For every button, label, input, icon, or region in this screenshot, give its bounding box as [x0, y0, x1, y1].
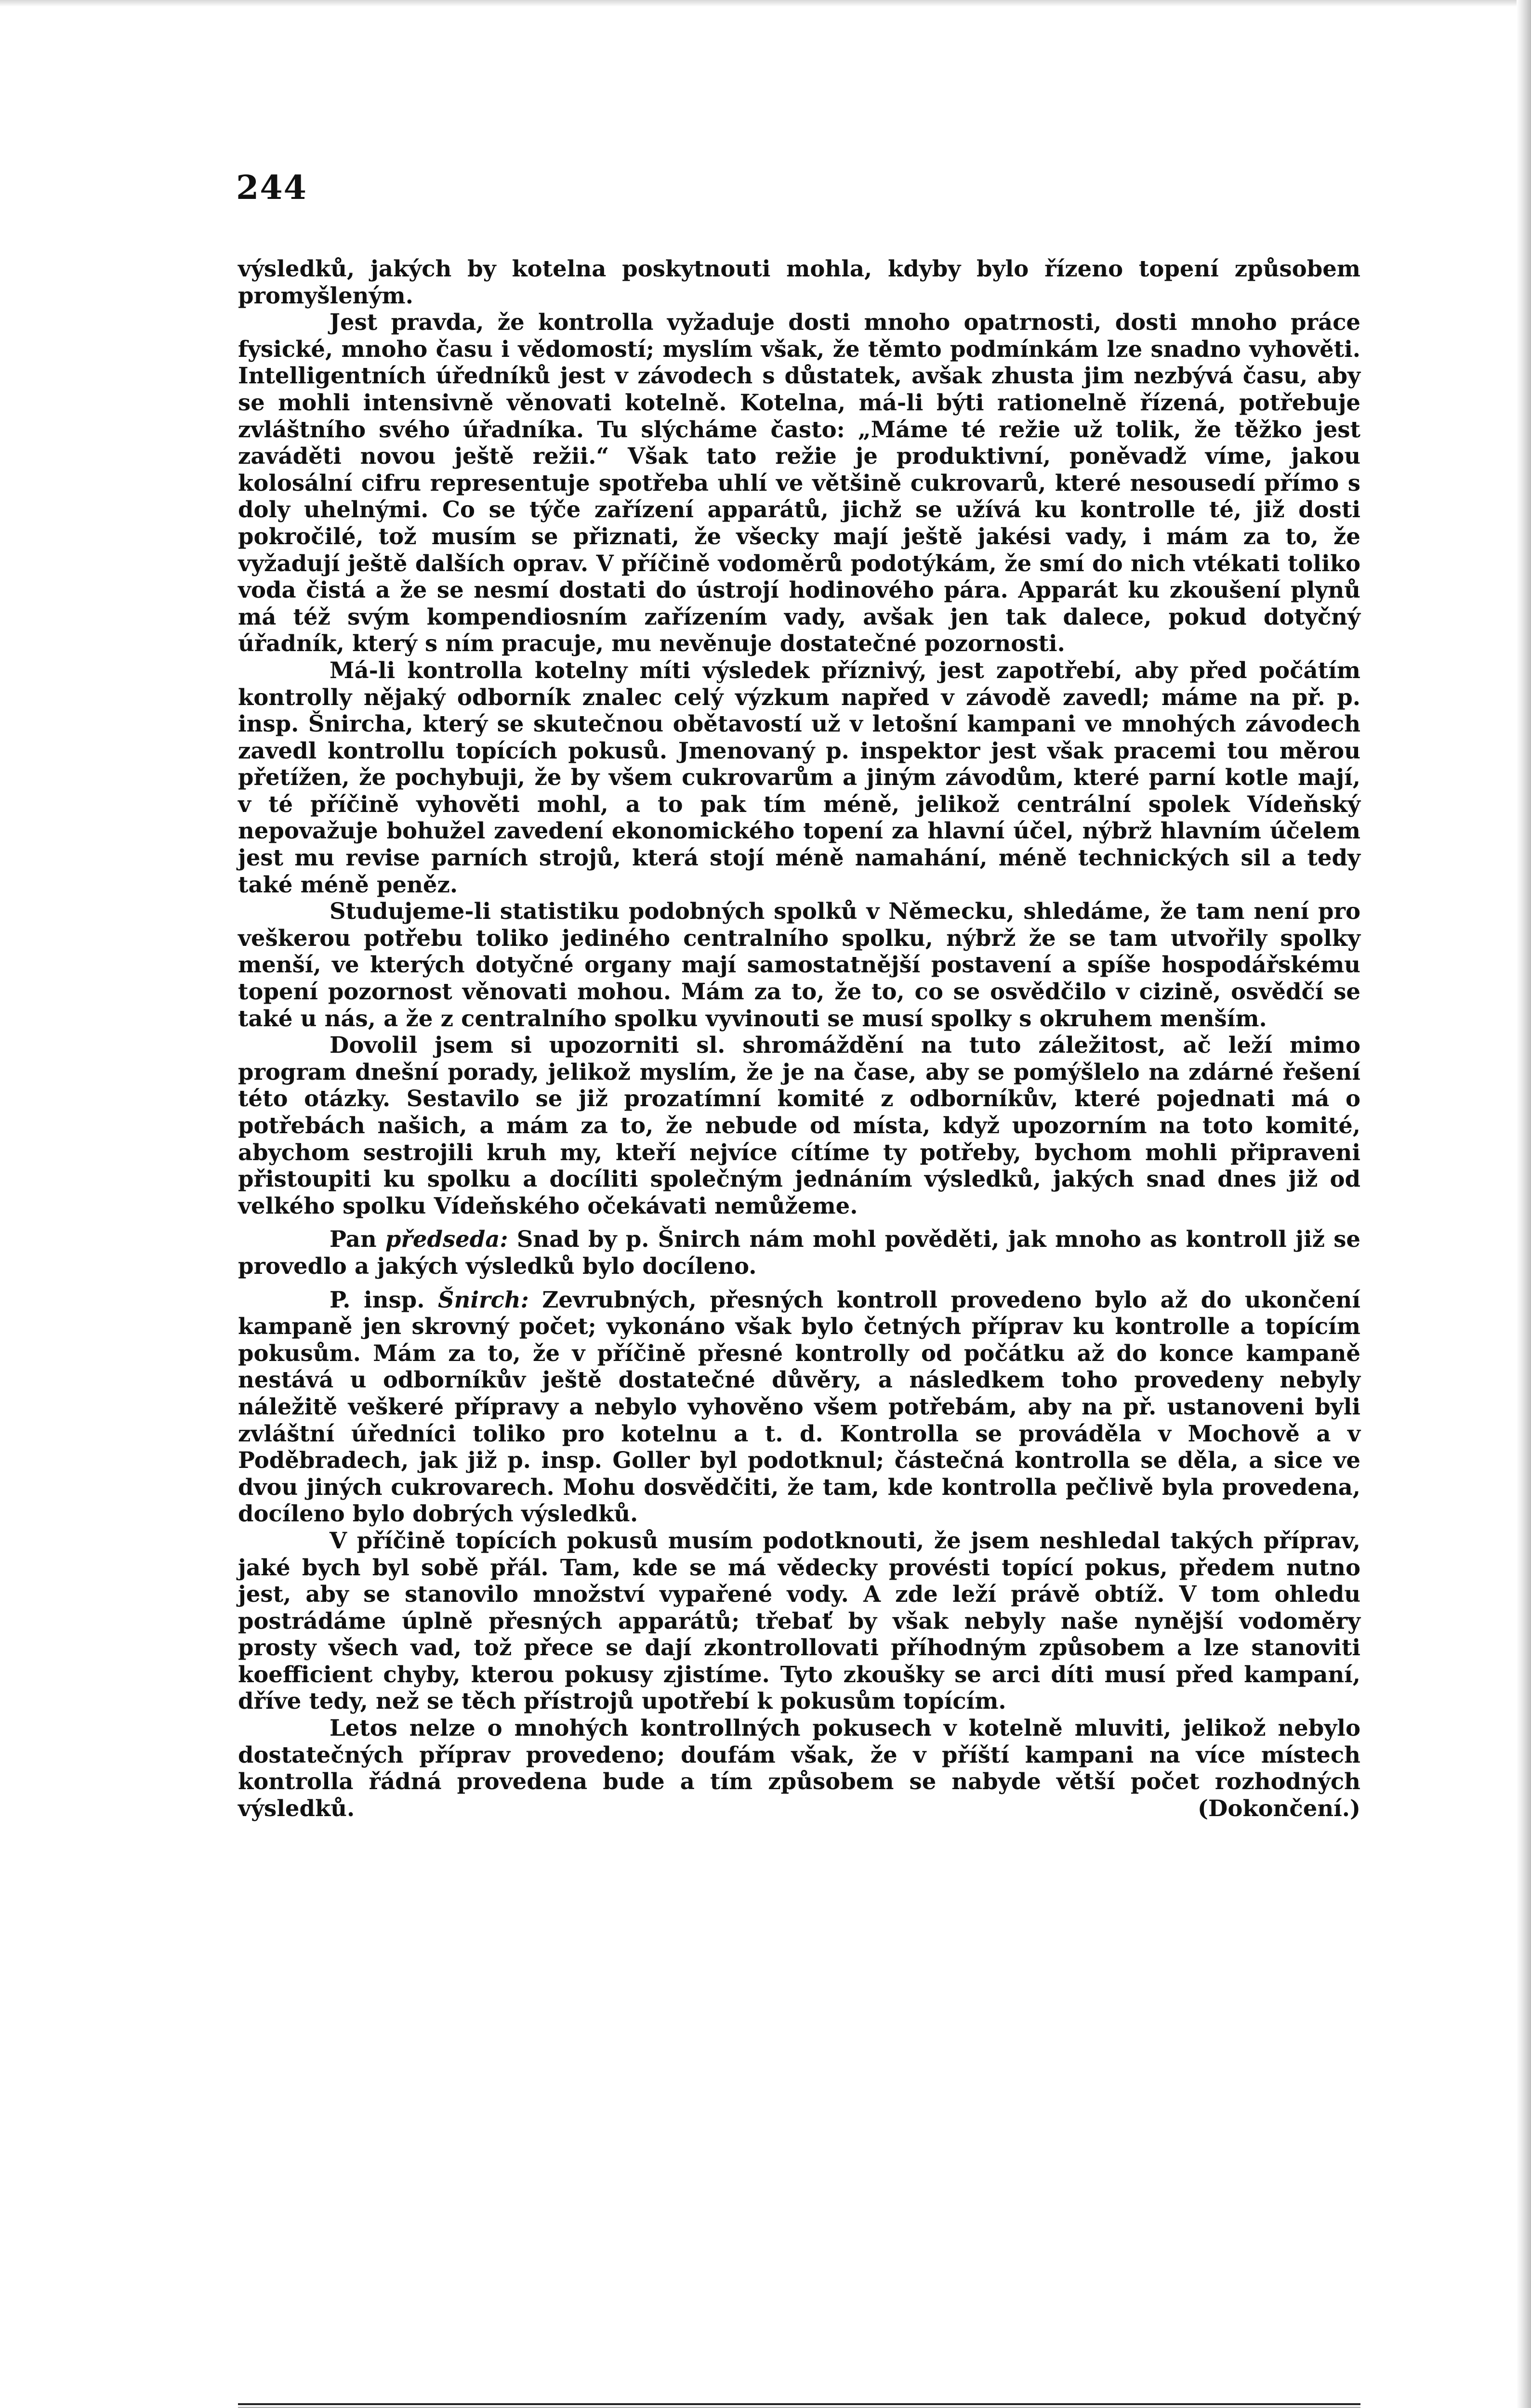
paragraph [238, 1714, 1360, 1821]
speaker-name: předseda: [385, 1226, 508, 1253]
speaker-lead: Pan [330, 1226, 377, 1253]
speaker-text: Zevrubných, přesných kontroll provedeno bylo až do ukončení kampaně jen skrovný počet; vykonáno však bylo četných příprav ku kontrolle a topícím pokusům. Mám za to, že v příčině přesné kontrolly od počátku až do konce kampaně nestává u odborníkův ještě dostatečné důvěry, a následkem toho provedeny nebyly náležitě veškeré přípravy a nebylo vyhověno všem potřebám, aby na př. ustanoveni byli zvláštní úředníci toliko pro kotelnu a t. d. Kontrolla se prováděla v Mochově a v Poděbradech, jak již p. insp. Goller byl podotknul; částečná kontrolla se děla, a sice ve dvou jiných cukrovarech. Mohu dosvědčiti, že tam, kde kontrolla pečlivě byla provedena, docíleno bylo dobrých výsledků. [238, 1286, 1361, 1527]
paragraph [238, 1226, 1360, 1279]
speaker-text: Snad by p. Šnirch nám mohl pověděti, jak mnoho as kontroll již se provedlo a jakých výsledků bylo docíleno. [238, 1226, 1360, 1279]
paragraph-text: Letos nelze o mnohých kontrollných pokusech v kotelně mluviti, jelikož nebylo dostatečných příprav provedeno; doufám však, že v příští kampani na více místech kontrolla řádná provedena bude a tím způsobem se nabyde větší počet rozhodných výsledků. [238, 1714, 1360, 1821]
paragraph: výsledků, jakých by kotelna poskytnouti mohla, kdyby bylo řízeno topení způsobem promyšleným. [238, 255, 1360, 309]
scan-edge-top [0, 0, 1531, 7]
speaker-lead: P. insp. [330, 1286, 425, 1313]
closing-note: (Dokončení.) [1198, 1794, 1360, 1821]
paragraph: V příčině topících pokusů musím podotknouti, že jsem neshledal takých příprav, jaké bych byl sobě přál. Tam, kde se má vědecky provésti topící pokus, předem nutno jest, aby se stanovilo množství vypařené vody. A zde leží právě obtíž. V tom ohledu postrádáme úplně přesných apparátů; třebať by však nebyly naše nynější vodoměry prosty všech vad, tož přece se dají zkontrollovati příhodným způsobem a lze stanoviti koefficient chyby, kterou pokusy zjistíme. Tyto zkoušky se arci díti musí před kampaní, dříve tedy, než se těch přístrojů upotřebí k pokusům topícím. [238, 1527, 1360, 1714]
paragraph: Jest pravda, že kontrolla vyžaduje dosti mnoho opatrnosti, dosti mnoho práce fysické, mnoho času i vědomostí; myslím však, že těmto podmínkám lze snadno vyhověti. Intelligentních úředníků jest v závodech s důstatek, avšak zhusta jim nezbývá času, aby se mohli intensivně věnovati kotelně. Kotelna, má-li býti rationelně řízená, potřebuje zvláštního svého úřadníka. Tu slýcháme často: „Máme té režie už tolik, že těžko jest zaváděti novou ještě režii.“ Však tato režie je produktivní, poněvadž víme, jakou kolosální cifru representuje spotřeba uhlí ve většině cukrovarů, které nesousedí přímo s doly uhelnými. Co se týče zařízení apparátů, jichž se užívá ku kontrolle té, již dosti pokročilé, tož musím se přiznati, že všecky mají ještě jakési vady, i mám za to, že vyžadují ještě dalších oprav. V příčině vodoměrů podotýkám, že smí do nich vtékati toliko voda čistá a že se nesmí dostati do ústrojí hodinového pára. Apparát ku zkoušení plynů má též svým kompendiosním zařízením vady, avšak jen tak dalece, pokud dotyčný úřadník, který s ním pracuje, mu nevěnuje dostatečné pozornosti. [238, 309, 1360, 657]
paragraph: Dovolil jsem si upozorniti sl. shromáždění na tuto záležitost, ač leží mimo program dnešní porady, jelikož myslím, že je na čase, aby se pomýšlelo na zdárné řešení této otázky. Sestavilo se již prozatímní komité z odborníkův, které pojednati má o potřebách našich, a mám za to, že nebude od místa, když upozorním na toto komité, abychom sestrojili kruh my, kteří nejvíce cítíme ty potřeby, bychom mohli připraveni přistoupiti ku spolku a docíliti společným jednáním výsledků, jakých snad dnes již od velkého spolku Vídeňského očekávati nemůžeme. [238, 1032, 1360, 1219]
body-text [238, 255, 1360, 1821]
speaker-name: Šnirch: [437, 1286, 529, 1313]
paragraph: Má-li kontrolla kotelny míti výsledek příznivý, jest zapotřebí, aby před počátím kontrolly nějaký odborník znalec celý výzkum napřed v závodě zavedl; máme na př. p. insp. Šnircha, který se skutečnou obětavostí už v letošní kampani ve mnohých závodech zavedl kontrollu topících pokusů. Jmenovaný p. inspektor jest však pracemi tou měrou přetížen, že pochybuji, že by všem cukrovarům a jiným závodům, které parní kotle mají, v té příčině vyhověti mohl, a to pak tím méně, jelikož centrální spolek Vídeňský nepovažuje bohužel zavedení ekonomického topení za hlavní účel, nýbrž hlavním účelem jest mu revise parních strojů, která stojí méně namahání, méně technických sil a tedy také méně peněz. [238, 656, 1360, 898]
footer-rule-thin [238, 2407, 1360, 2408]
page-number: 244 [236, 169, 307, 207]
footer-rule [238, 2403, 1360, 2405]
scan-edge-right [1517, 0, 1531, 2408]
paragraph [238, 1286, 1360, 1527]
paragraph: Studujeme-li statistiku podobných spolků v Německu, shledáme, že tam není pro veškerou potřebu toliko jediného centralního spolku, nýbrž že se tam utvořily spolky menší, ve kterých dotyčné organy mají samostatnější postavení a spíše hospodářskému topení pozornost věnovati mohou. Mám za to, že to, co se osvědčilo v cizině, osvědčí se také u nás, a že z centralního spolku vyvinouti se musí spolky s okruhem menším. [238, 898, 1360, 1032]
